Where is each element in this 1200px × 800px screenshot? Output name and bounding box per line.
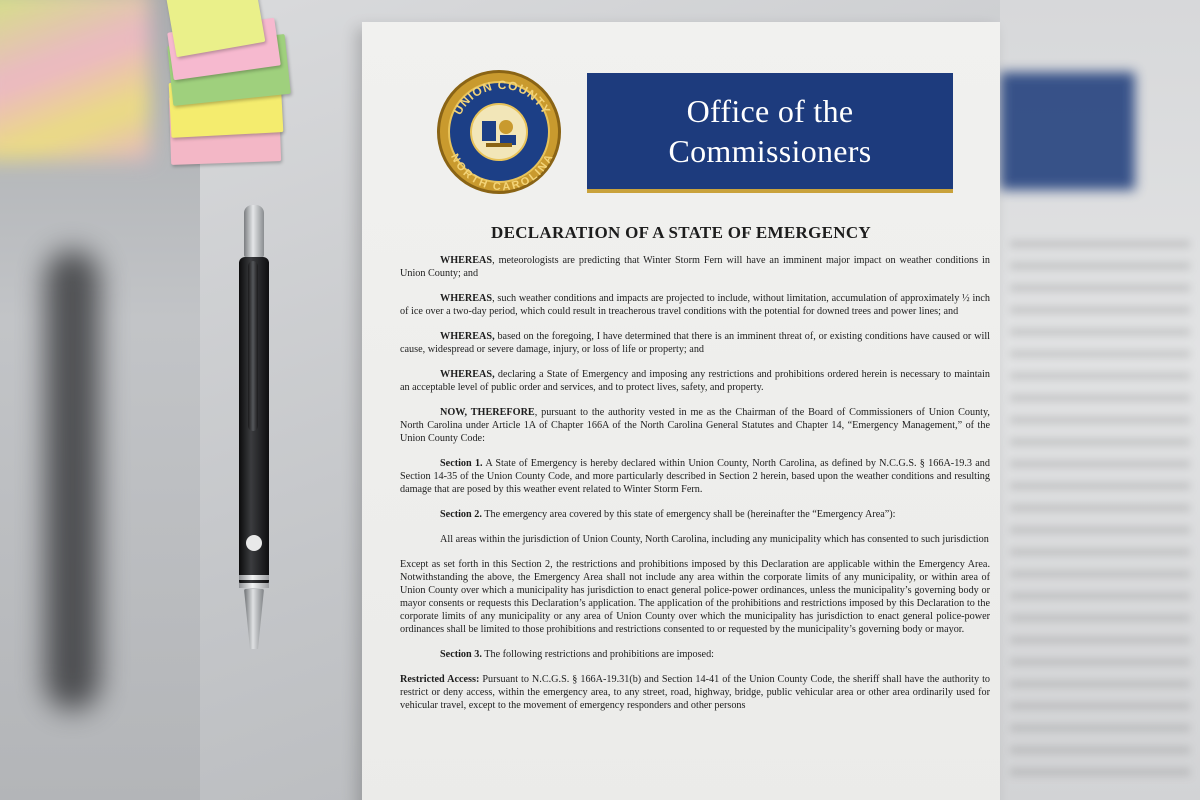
paragraph-text: A State of Emergency is hereby declared within Union County, North Carolina, as defined by N.C.G.S. § 166A-19.3 and Section 14-35 of the Union County Code, and more particularly described in Section 2 herein, based upon the weather conditions and resulting damage that are posed by this weather event related to Winter Storm Fern.: [400, 458, 990, 495]
paragraph: [400, 508, 990, 521]
paragraph-text: The following restrictions and prohibitions are imposed:: [481, 649, 714, 660]
paragraph-lead: NOW, THEREFORE: [440, 407, 535, 418]
paragraph-text: Pursuant to N.C.G.S. § 166A-19.31(b) and Section 14-41 of the Union County Code, the sheriff shall have the authority to restrict or deny access, within the emergency area, to any street, road, highway, bridge, public vehicular area or other area ordinarily used for vehicular travel, except to the movement of emergency responders and other persons: [400, 674, 991, 711]
paragraph: [400, 330, 990, 356]
pen-ring: [239, 575, 269, 580]
paragraph-text: , pursuant to the authority vested in me as the Chairman of the Board of Commissioners of Union County, North Carolina under Article 1A of Chapter 166A of the North Carolina General Statutes and Chapter 14, “Emergency Management,” of the Union County Code:: [400, 407, 990, 444]
blurred-pen: [45, 250, 100, 710]
paragraph-text: based on the foregoing, I have determined that there is an imminent threat of, or existing conditions have caused or will cause, widespread or severe damage, injury, or loss of life or property; and: [400, 331, 990, 355]
paragraph-lead: WHEREAS: [440, 255, 493, 266]
paragraph: [400, 292, 990, 318]
paragraph: [400, 533, 990, 546]
pen-tip: [244, 589, 264, 649]
pen-ring: [239, 583, 269, 588]
office-banner: [587, 73, 953, 193]
paragraph-text: , such weather conditions and impacts are projected to include, without limitation, accumulation of approximately ½ inch of ice over a two-day period, which could result in treacherous travel conditions with the potential for downed trees and power lines; and: [400, 293, 990, 317]
banner-line-1: Office of the: [686, 93, 854, 129]
paragraph-lead: Section 1.: [440, 458, 483, 469]
pen-logo-icon: [246, 535, 262, 551]
paragraph: [400, 368, 990, 394]
banner-line-2: Commissioners: [668, 133, 872, 169]
paragraph: [400, 673, 990, 712]
paragraph-text: The emergency area covered by this state of emergency shall be (hereinafter the “Emergency Area”):: [481, 509, 896, 520]
paragraph: [400, 406, 990, 445]
pen-cap: [244, 205, 264, 257]
paragraph: [400, 457, 990, 496]
paragraph: [400, 648, 990, 661]
paragraph-lead: Section 3.: [440, 649, 482, 660]
blurred-right-backdrop: [1000, 0, 1200, 800]
pen: [236, 205, 272, 665]
seal-top-text: UNION COUNTY: [450, 77, 554, 118]
seal-bottom-text: NORTH CAROLINA: [448, 151, 556, 194]
pen-clip: [248, 261, 258, 431]
paragraph-lead: WHEREAS: [440, 293, 493, 304]
paragraph-lead: Section 2.: [440, 509, 482, 520]
declaration-document: [362, 22, 1000, 800]
document-title: DECLARATION OF A STATE OF EMERGENCY: [491, 223, 871, 242]
blurred-text-lines: [1010, 240, 1190, 780]
paragraph: [400, 254, 990, 280]
paragraph-lead: Restricted Access:: [400, 674, 480, 685]
document-body: [400, 254, 990, 724]
sticky-notes: [200, 0, 300, 170]
blurred-banner: [1000, 72, 1135, 190]
svg-text:NORTH CAROLINA: [448, 152, 556, 193]
seal-lettering: [440, 73, 564, 197]
paragraph-text: Except as set forth in this Section 2, the restrictions and prohibitions imposed by this Declaration are applicable within the Emergency Area. Notwithstanding the above, the Emergency Area shall not include any area within the corporate limits of any municipality, or within area of Union County over which a municipality has jurisdiction to enact general police-power ordinances, unless the municipality’s governing body or mayor consents or requests this Declaration’s application. The application of the prohibitions and restrictions imposed by this Declaration to the corporate limits of any municipality or any area of Union County over which the municipality has jurisdiction to enact general police-power ordinances shall be limited to those prohibitions and restrictions consented to or requested by the municipality’s governing body or mayor.: [400, 559, 990, 635]
svg-text:UNION COUNTY: [450, 78, 553, 117]
paragraph-text: All areas within the jurisdiction of Union County, North Carolina, including any municipality which has consented to such jurisdiction: [440, 534, 989, 545]
county-seal-icon: [437, 70, 561, 194]
paragraph-text: , meteorologists are predicting that Winter Storm Fern will have an imminent major impact on weather conditions in Union County; and: [400, 255, 990, 279]
blurred-sticky-notes: [0, 0, 150, 160]
paragraph: [400, 558, 990, 636]
paragraph-lead: WHEREAS,: [440, 369, 495, 380]
paragraph-text: declaring a State of Emergency and imposing any restrictions and prohibitions ordered herein is necessary to maintain an acceptable level of public order and services, and to protect lives, safety, and property.: [400, 369, 990, 393]
paragraph-lead: WHEREAS,: [440, 331, 495, 342]
